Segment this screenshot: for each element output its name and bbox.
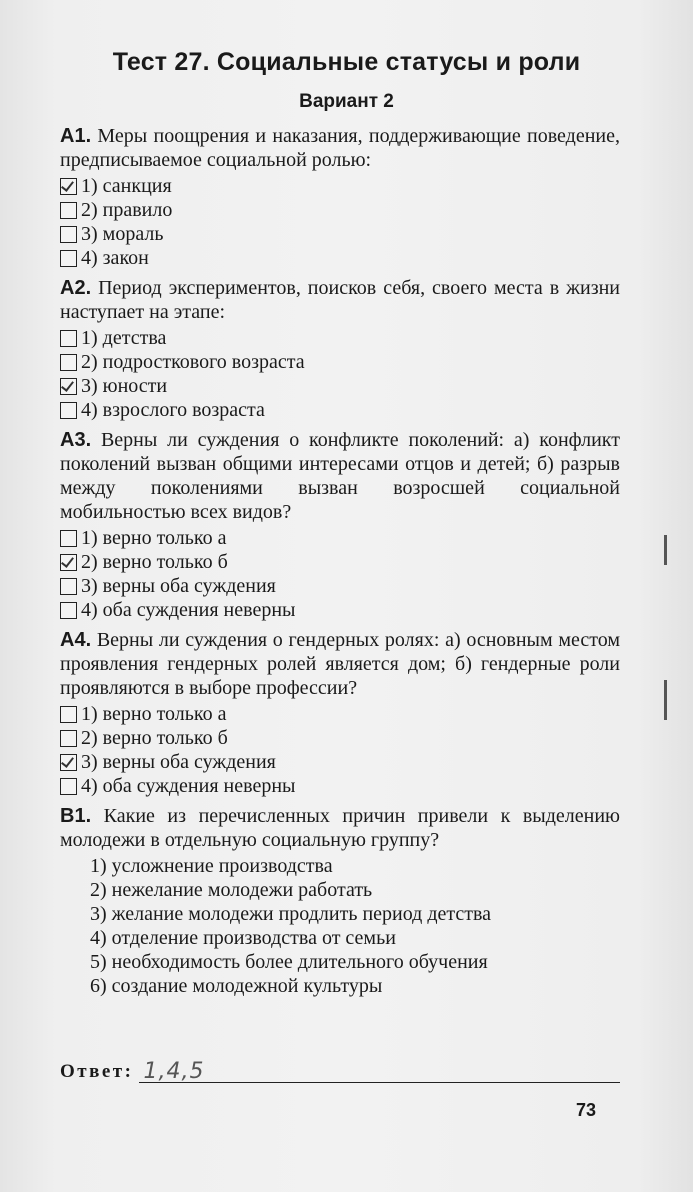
option-4[interactable]: [60, 246, 620, 270]
option-label: 1) верно только а: [81, 527, 227, 549]
option-3[interactable]: [60, 222, 620, 246]
answer-label: Ответ:: [60, 1061, 134, 1082]
option-label: 3) верны оба суждения: [81, 575, 276, 597]
binding-mark: [664, 535, 667, 565]
option-label: 1) санкция: [81, 175, 172, 197]
checkbox[interactable]: [60, 730, 77, 747]
answer-options: [60, 702, 620, 798]
page-number: 73: [576, 1100, 597, 1120]
checkbox[interactable]: [60, 602, 77, 619]
question-text: [60, 124, 620, 172]
option-2[interactable]: [60, 198, 620, 222]
handwritten-answer: 1,4,5: [143, 1059, 205, 1084]
question-number: А3.: [60, 429, 92, 451]
option-label: 4) оба суждения неверны: [81, 775, 296, 797]
checkbox[interactable]: [60, 402, 77, 419]
b1-options: [90, 854, 620, 998]
checkbox[interactable]: [60, 250, 77, 267]
option-label: 3) юности: [81, 375, 168, 397]
checkbox[interactable]: [60, 554, 77, 571]
list-item: 6) создание молодежной культуры: [90, 975, 383, 997]
option-1[interactable]: [60, 702, 620, 726]
question-body: Период экспериментов, поисков себя, своего места в жизни наступает на этапе:: [60, 277, 620, 323]
option-label: 2) верно только б: [81, 551, 228, 573]
page-title: Тест 27. Социальные статусы и роли: [112, 48, 581, 76]
option-label: 2) подросткового возраста: [81, 351, 305, 373]
questions-area: [60, 124, 620, 1004]
option-label: 2) верно только б: [81, 727, 228, 749]
question-body: Верны ли суждения о гендерных ролях: а) основным местом проявления гендерных ролей является дом; б) гендерные роли проявляются в выборе профессии?: [60, 629, 620, 699]
question-number: А1.: [60, 125, 92, 147]
list-item: 2) нежелание молодежи работать: [90, 879, 373, 901]
option-4[interactable]: [60, 774, 620, 798]
question-body: Какие из перечисленных причин привели к выделению молодежи в отдельную социальную группу?: [60, 805, 621, 851]
option-1[interactable]: [60, 174, 620, 198]
option-label: 4) оба суждения неверны: [81, 599, 296, 621]
option-3[interactable]: [60, 750, 620, 774]
question-a3: [60, 428, 620, 622]
option-3[interactable]: [60, 574, 620, 598]
option-4[interactable]: [60, 598, 620, 622]
option-4[interactable]: [60, 398, 620, 422]
option-label: 1) верно только а: [81, 703, 227, 725]
question-a4: [60, 628, 620, 798]
option-label: 2) правило: [81, 199, 173, 221]
option-2[interactable]: [60, 726, 620, 750]
checkbox[interactable]: [60, 378, 77, 395]
option-3[interactable]: [60, 374, 620, 398]
question-a2: [60, 276, 620, 422]
list-item: 1) усложнение производства: [90, 855, 333, 877]
question-body: Верны ли суждения о конфликте поколений: а) конфликт поколений вызван общими интересами отцов и детей; б) разрыв между поколениями вызван возросшей социальной мобильностью всех видов?: [60, 429, 620, 523]
checkbox[interactable]: [60, 778, 77, 795]
list-item: 3) желание молодежи продлить период детства: [90, 903, 492, 925]
question-text: [60, 428, 620, 524]
binding-mark: [664, 680, 667, 720]
answer-row: [60, 1055, 620, 1083]
option-label: 4) взрослого возраста: [81, 399, 265, 421]
checkbox[interactable]: [60, 354, 77, 371]
question-a1: [60, 124, 620, 270]
question-number: А4.: [60, 629, 92, 651]
checkbox[interactable]: [60, 178, 77, 195]
answer-options: [60, 326, 620, 422]
checkbox[interactable]: [60, 754, 77, 771]
list-item: 4) отделение производства от семьи: [90, 927, 396, 949]
variant-label: Вариант 2: [299, 91, 394, 112]
checkbox[interactable]: [60, 226, 77, 243]
question-text: [60, 804, 620, 852]
option-label: 1) детства: [81, 327, 167, 349]
checkbox[interactable]: [60, 202, 77, 219]
checkbox[interactable]: [60, 330, 77, 347]
option-2[interactable]: [60, 550, 620, 574]
option-2[interactable]: [60, 350, 620, 374]
answer-options: [60, 526, 620, 622]
list-item: 5) необходимость более длительного обучения: [90, 951, 488, 973]
option-label: 3) мораль: [81, 223, 164, 245]
option-label: 4) закон: [81, 247, 149, 269]
option-1[interactable]: [60, 326, 620, 350]
question-b1: [60, 804, 620, 998]
question-number: А2.: [60, 277, 92, 299]
question-text: [60, 628, 620, 700]
question-body: Меры поощрения и наказания, поддерживающие поведение, предписываемое социальной ролью:: [60, 125, 620, 171]
checkbox[interactable]: [60, 530, 77, 547]
answer-field[interactable]: [139, 1060, 620, 1083]
checkbox[interactable]: [60, 706, 77, 723]
checkbox[interactable]: [60, 578, 77, 595]
option-1[interactable]: [60, 526, 620, 550]
question-text: [60, 276, 620, 324]
question-number: В1.: [60, 805, 92, 827]
option-label: 3) верны оба суждения: [81, 751, 276, 773]
answer-options: [60, 174, 620, 270]
